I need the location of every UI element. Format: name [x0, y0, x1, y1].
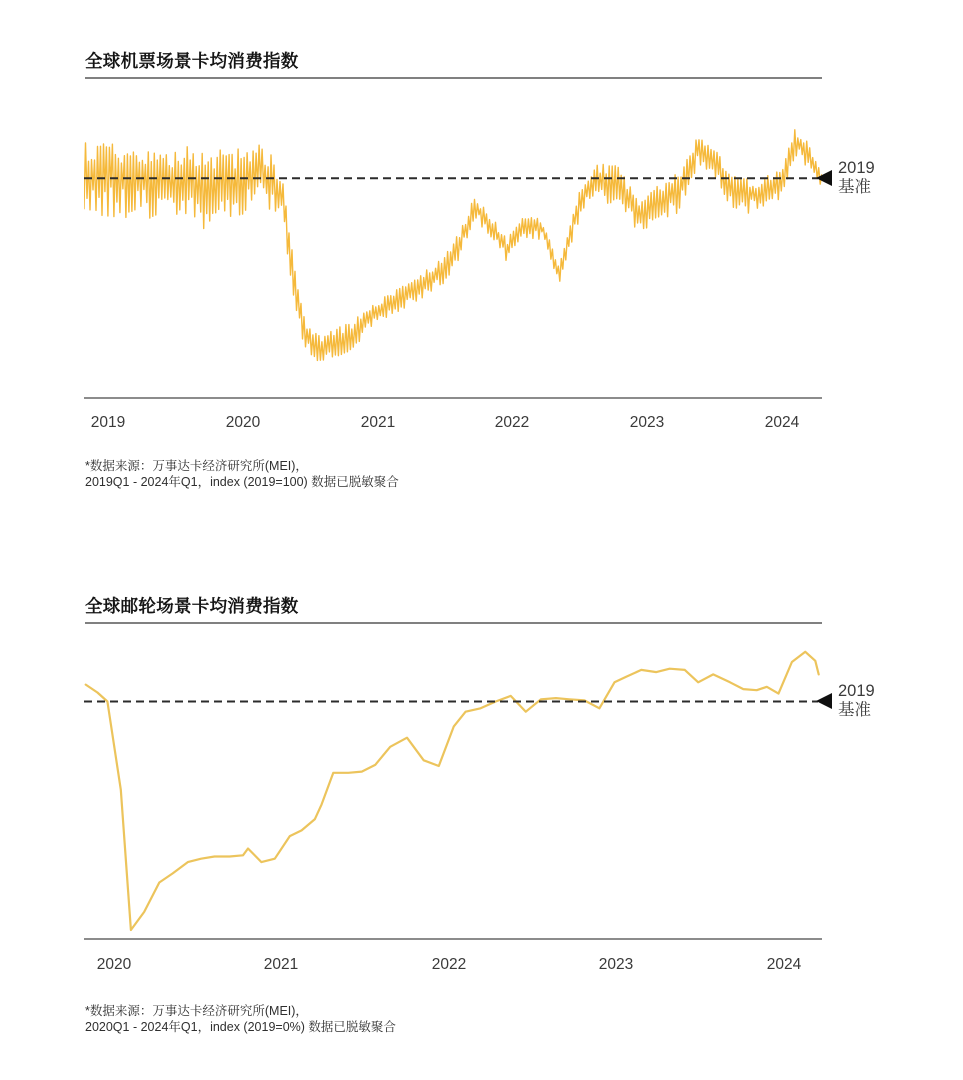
baseline-label-text: 基准	[838, 701, 871, 719]
baseline-arrow-icon	[816, 170, 832, 186]
cruise-title-underline	[85, 622, 822, 624]
baseline-arrow-icon	[816, 693, 832, 709]
flight-footnote-line2: 2019Q1 - 2024年Q1，index (2019=100) 数据已脱敏聚合	[85, 475, 399, 489]
flight-x-axis-labels	[84, 414, 822, 434]
cruise-x-axis-labels	[84, 956, 822, 976]
x-tick-label: 2022	[494, 414, 530, 431]
x-tick-label: 2020	[96, 956, 132, 973]
x-tick-label: 2023	[629, 414, 665, 431]
x-tick-label: 2019	[90, 414, 126, 431]
flight-title-underline	[85, 77, 822, 79]
chart-svg-1	[84, 640, 822, 940]
x-tick-label: 2021	[263, 956, 299, 973]
x-tick-label: 2024	[764, 414, 800, 431]
cruise-spending-line	[86, 652, 819, 930]
baseline-label-year: 2019	[838, 159, 875, 177]
cruise-baseline-annotation	[816, 682, 875, 720]
flight-spending-line	[84, 130, 822, 361]
cruise-baseline-label	[838, 682, 875, 720]
flight-baseline-label	[838, 159, 875, 197]
cruise-chart-title: 全球邮轮场景卡均消费指数	[85, 596, 299, 616]
cruise-footnote-line1: *数据来源：万事达卡经济研究所(MEI)，	[85, 1004, 308, 1018]
baseline-label-year: 2019	[838, 682, 875, 700]
x-tick-label: 2020	[225, 414, 261, 431]
x-tick-label: 2021	[360, 414, 396, 431]
cruise-footnote	[85, 1003, 396, 1035]
flight-footnote	[85, 458, 399, 490]
x-tick-label: 2023	[598, 956, 634, 973]
flight-chart-title: 全球机票场景卡均消费指数	[85, 51, 299, 71]
flight-baseline-annotation	[816, 159, 875, 197]
cruise-footnote-line2: 2020Q1 - 2024年Q1，index (2019=0%) 数据已脱敏聚合	[85, 1020, 396, 1034]
chart-svg-0	[84, 105, 822, 403]
flight-footnote-line1: *数据来源：万事达卡经济研究所(MEI)，	[85, 459, 308, 473]
x-tick-label: 2022	[431, 956, 467, 973]
baseline-label-text: 基准	[838, 178, 871, 196]
x-tick-label: 2024	[766, 956, 802, 973]
